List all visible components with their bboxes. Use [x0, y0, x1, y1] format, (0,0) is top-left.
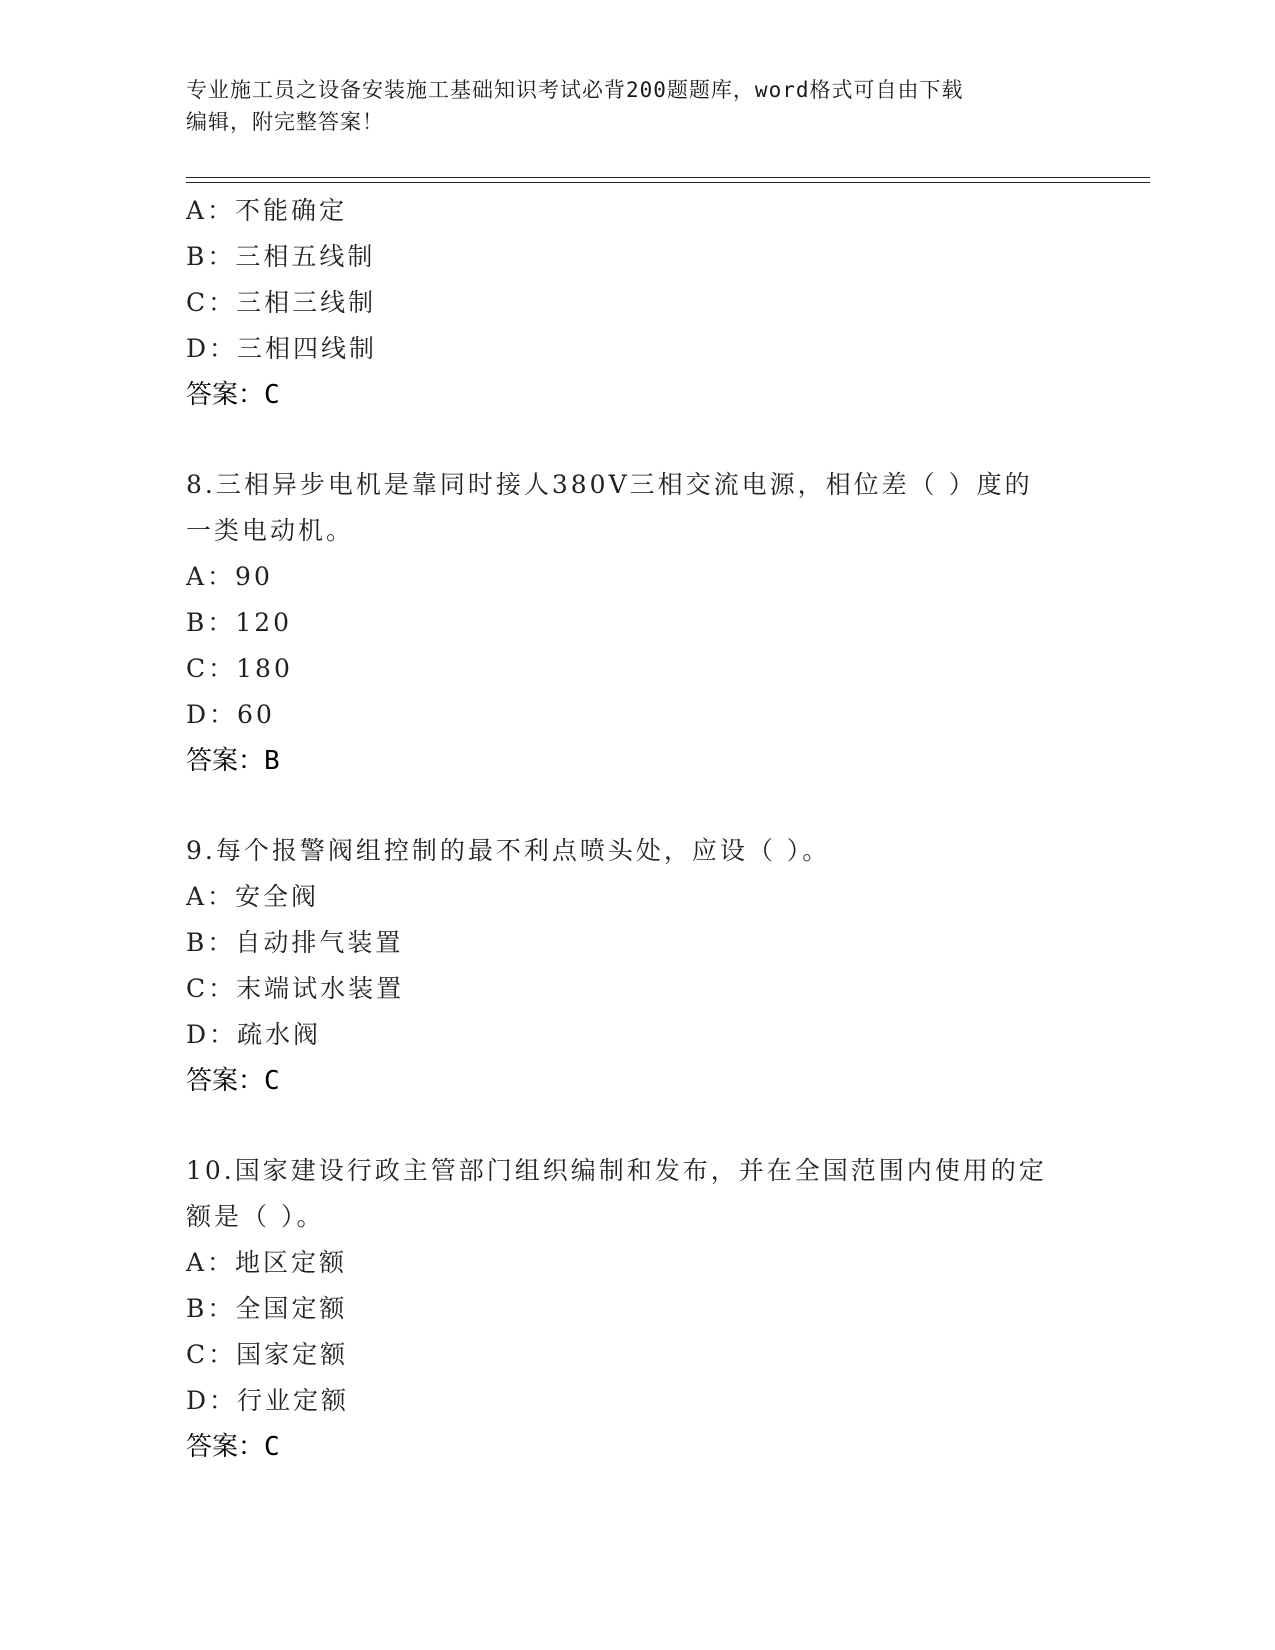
question-block-9 — [186, 828, 1086, 1104]
spacer — [186, 1104, 1086, 1148]
option-a: A：安全阀 — [186, 882, 320, 911]
option-d: D：疏水阀 — [186, 1020, 322, 1049]
question-stem-line: 一类电动机。 — [186, 516, 355, 545]
option-c: C：国家定额 — [186, 1340, 349, 1369]
question-block-7 — [186, 188, 1086, 418]
option-b: B：三相五线制 — [186, 242, 376, 271]
question-block-10 — [186, 1148, 1086, 1470]
option-b: B：自动排气装置 — [186, 928, 404, 957]
option-b: B：120 — [186, 608, 293, 637]
header-divider-top — [186, 177, 1150, 178]
spacer — [186, 784, 1086, 828]
document-header — [186, 74, 1066, 138]
answer-line: 答案：C — [186, 1066, 280, 1096]
option-d: D：三相四线制 — [186, 334, 378, 363]
question-block-8 — [186, 462, 1086, 784]
answer-line: 答案：C — [186, 380, 280, 410]
option-d: D：60 — [186, 700, 275, 729]
header-line-2: 编辑，附完整答案！ — [186, 110, 384, 134]
header-line-1: 专业施工员之设备安装施工基础知识考试必背200题题库，word格式可自由下载 — [186, 78, 964, 102]
question-stem-line: 9.每个报警阀组控制的最不利点喷头处，应设（ ）。 — [186, 836, 831, 865]
question-stem-line: 额是（ ）。 — [186, 1202, 325, 1231]
option-c: C：末端试水装置 — [186, 974, 405, 1003]
option-b: B：全国定额 — [186, 1294, 348, 1323]
header-divider-bottom — [186, 182, 1150, 183]
answer-line: 答案：C — [186, 1432, 280, 1462]
option-d: D：行业定额 — [186, 1386, 350, 1415]
question-stem-line: 8.三相异步电机是靠同时接人380V三相交流电源，相位差（ ）度的 — [186, 470, 1033, 499]
question-stem-line: 10.国家建设行政主管部门组织编制和发布，并在全国范围内使用的定 — [186, 1156, 1047, 1185]
question-list — [186, 188, 1086, 1470]
option-a: A：地区定额 — [186, 1248, 348, 1277]
option-c: C：三相三线制 — [186, 288, 377, 317]
option-a: A：90 — [186, 562, 273, 591]
spacer — [186, 418, 1086, 462]
answer-line: 答案：B — [186, 746, 280, 776]
option-c: C：180 — [186, 654, 293, 683]
option-a: A：不能确定 — [186, 196, 348, 225]
